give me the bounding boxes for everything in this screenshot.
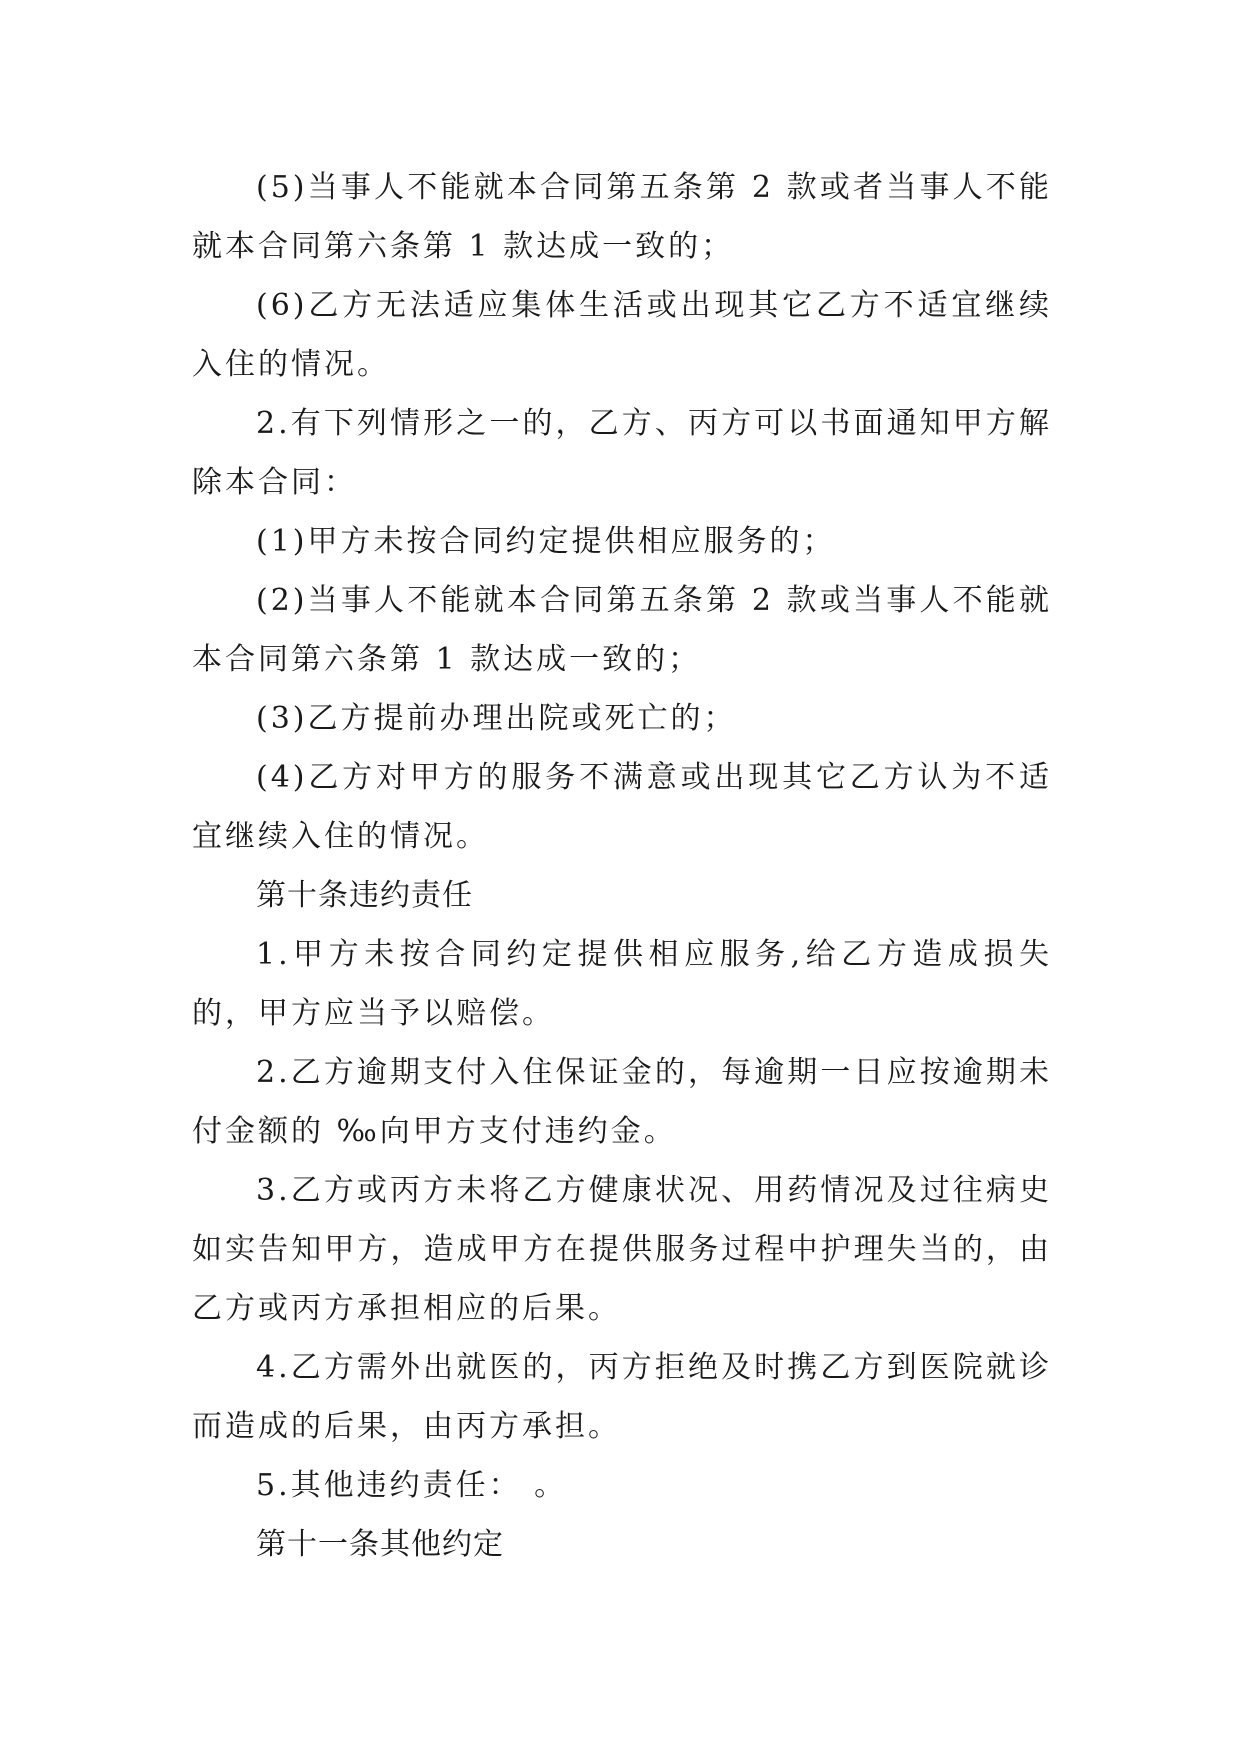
- clause-termination-6: (6)乙方无法适应集体生活或出现其它乙方不适宜继续入住的情况。: [192, 288, 1052, 382]
- clause-bc-termination-2: (2)当事人不能就本合同第五条第 2 款或当事人不能就本合同第六条第 1 款达成一致的；: [192, 583, 1052, 677]
- clause-bc-termination-3: (3)乙方提前办理出院或死亡的；: [256, 701, 737, 736]
- clause-party-bc-termination: 2.有下列情形之一的，乙方、丙方可以书面通知甲方解除本合同：: [192, 406, 1052, 500]
- liability-clause-1: 1.甲方未按合同约定提供相应服务,给乙方造成损失的，甲方应当予以赔偿。: [192, 937, 1052, 1031]
- clause-termination-5: (5)当事人不能就本合同第五条第 2 款或者当事人不能就本合同第六条第 1 款达成一致的；: [192, 170, 1052, 264]
- clause-bc-termination-1: (1)甲方未按合同约定提供相应服务的；: [256, 524, 836, 559]
- liability-clause-5: 5.其他违约责任： 。: [256, 1468, 568, 1503]
- article-10-heading: 第十条违约责任: [256, 878, 473, 913]
- liability-clause-2: 2.乙方逾期支付入住保证金的，每逾期一日应按逾期未付金额的 ‰向甲方支付违约金。: [192, 1055, 1052, 1149]
- liability-clause-3: 3.乙方或丙方未将乙方健康状况、用药情况及过往病史如实告知甲方，造成甲方在提供服务过程中护理失当的，由乙方或丙方承担相应的后果。: [192, 1173, 1052, 1326]
- clause-bc-termination-4: (4)乙方对甲方的服务不满意或出现其它乙方认为不适宜继续入住的情况。: [192, 760, 1052, 854]
- article-11-heading: 第十一条其他约定: [256, 1527, 504, 1562]
- liability-clause-4: 4.乙方需外出就医的，丙方拒绝及时携乙方到医院就诊而造成的后果，由丙方承担。: [192, 1350, 1052, 1444]
- document-body: [192, 158, 1052, 1574]
